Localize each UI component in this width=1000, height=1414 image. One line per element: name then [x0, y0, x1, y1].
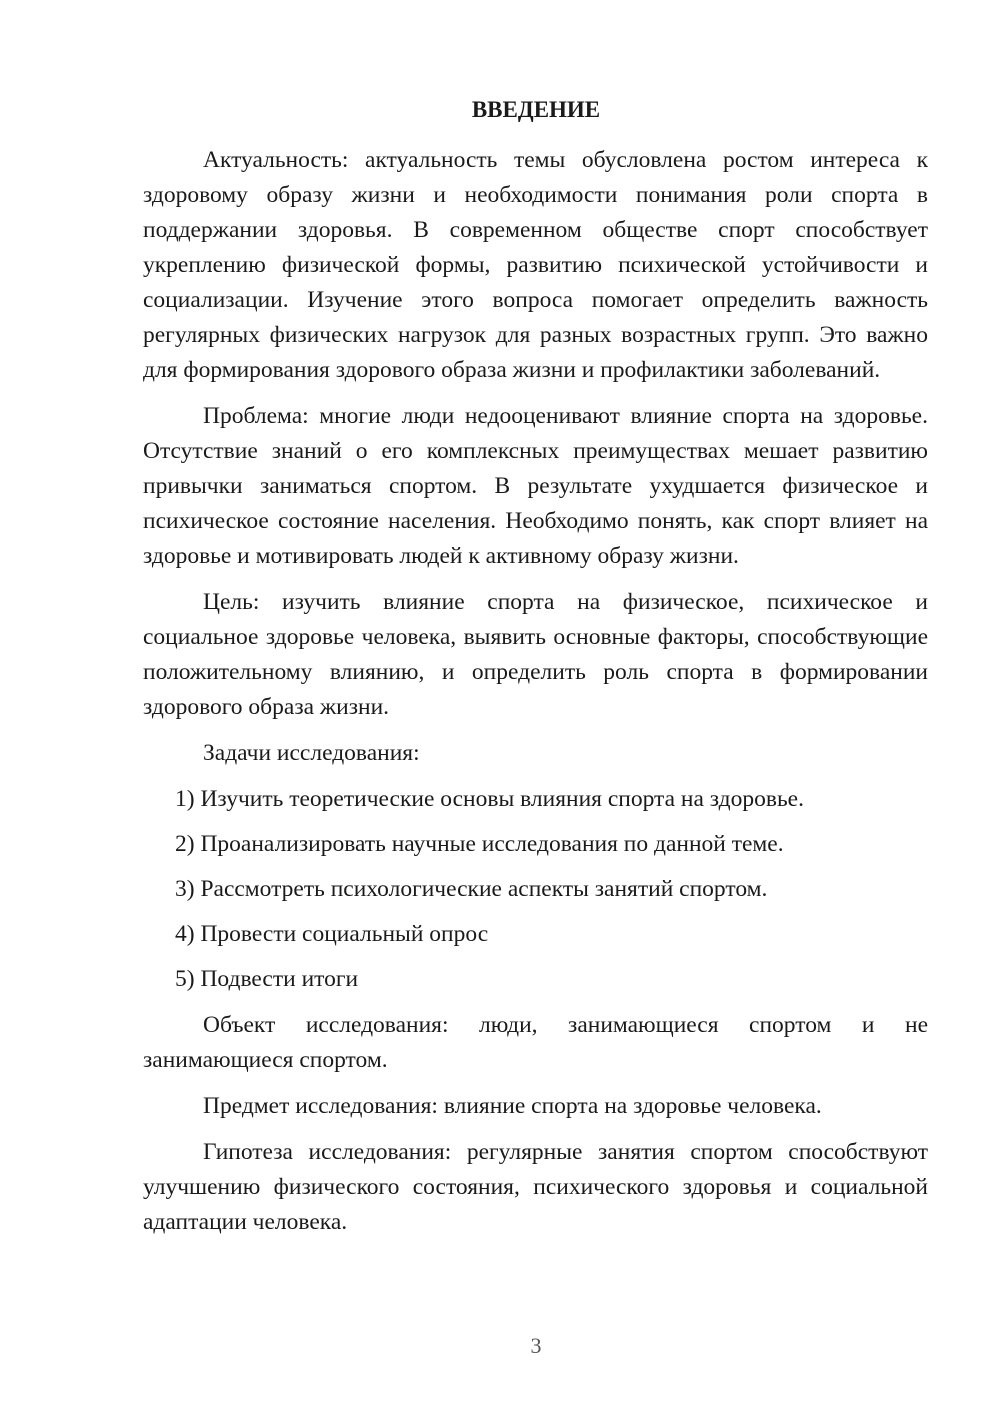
- paragraph-problem: Проблема: многие люди недооценивают влияние спорта на здоровье. Отсутствие знаний о его комплексных преимуществах мешает развитию привычки заниматься спортом. В результате ухудшается физическое и психическое состояние населения. Необходимо понять, как спорт влияет на здоровье и мотивировать людей к активному образу жизни.: [143, 403, 928, 569]
- list-item: 2) Проанализировать научные исследования по данной теме.: [175, 831, 784, 857]
- list-item: 1) Изучить теоретические основы влияния спорта на здоровье.: [175, 786, 804, 812]
- tasks-list: [143, 782, 928, 997]
- page-number: 3: [530, 1333, 542, 1358]
- paragraph-hypothesis: Гипотеза исследования: регулярные занятия спортом способствуют улучшению физического состояния, психического здоровья и социальной адаптации человека.: [143, 1139, 928, 1235]
- list-item: 3) Рассмотреть психологические аспекты занятий спортом.: [175, 876, 768, 902]
- list-item: 5) Подвести итоги: [175, 966, 359, 992]
- tasks-heading: Задачи исследования:: [203, 740, 420, 766]
- paragraph-goal: Цель: изучить влияние спорта на физическое, психическое и социальное здоровье человека, выявить основные факторы, способствующие положительному влиянию, и определить роль спорта в формировании здорового образа жизни.: [143, 589, 928, 720]
- paragraph-relevance: Актуальность: актуальность темы обусловлена ростом интереса к здоровому образу жизни и необходимости понимания роли спорта в поддержании здоровья. В современном обществе спорт способствует укреплению физической формы, развитию психической устойчивости и социализации. Изучение этого вопроса помогает определить важность регулярных физических нагрузок для разных возрастных групп. Это важно для формирования здорового образа жизни и профилактики заболеваний.: [143, 147, 928, 383]
- page-title: ВВЕДЕНИЕ: [471, 97, 601, 122]
- list-item: 4) Провести социальный опрос: [175, 921, 489, 947]
- document-body: [143, 143, 928, 1240]
- paragraph-object: Объект исследования: люди, занимающиеся спортом и не занимающиеся спортом.: [143, 1012, 928, 1073]
- paragraph-subject: Предмет исследования: влияние спорта на здоровье человека.: [203, 1093, 822, 1119]
